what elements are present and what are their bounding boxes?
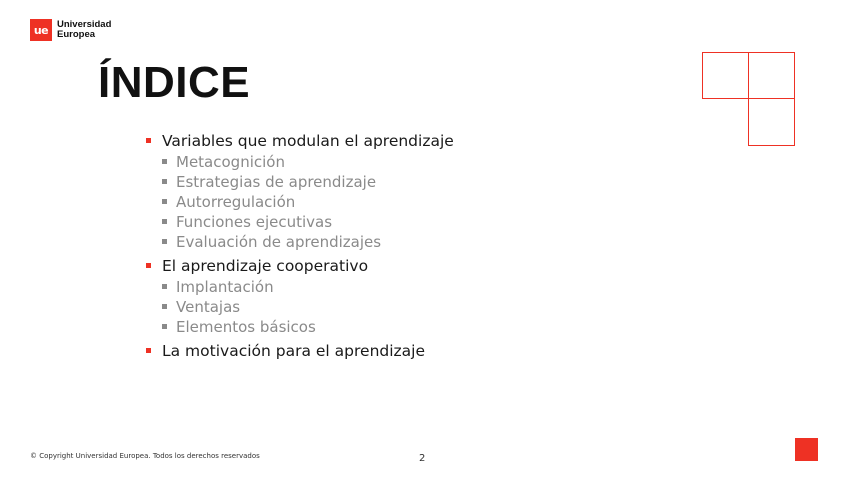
index-list	[146, 130, 666, 362]
list-item	[162, 297, 666, 317]
list-item-label: Implantación	[176, 278, 274, 296]
logo-text	[57, 20, 111, 40]
list-item-label: Evaluación de aprendizajes	[176, 233, 382, 251]
subsection-list	[146, 152, 666, 252]
page-number: 2	[419, 453, 426, 464]
gray-bullet-icon	[162, 159, 167, 164]
list-item	[162, 232, 666, 252]
index-section	[146, 340, 666, 362]
list-item	[162, 152, 666, 172]
list-item-label: Autorregulación	[176, 193, 296, 211]
gray-bullet-icon	[162, 284, 167, 289]
gray-bullet-icon	[162, 199, 167, 204]
section-label: La motivación para el aprendizaje	[162, 342, 426, 360]
gray-bullet-icon	[162, 324, 167, 329]
index-section	[146, 255, 666, 277]
list-item	[162, 277, 666, 297]
copyright-notice: © Copyright Universidad Europea. Todos los derechos reservados	[30, 452, 260, 460]
list-item	[162, 192, 666, 212]
gray-bullet-icon	[162, 304, 167, 309]
index-section	[146, 130, 666, 152]
list-item-label: Ventajas	[176, 298, 241, 316]
page-title: ÍNDICE	[98, 58, 251, 107]
university-logo	[30, 19, 111, 41]
list-item	[162, 317, 666, 337]
grid-squares-decoration-icon	[702, 52, 796, 147]
section-label: Variables que modulan el aprendizaje	[162, 132, 454, 150]
red-bullet-icon	[146, 138, 151, 143]
red-bullet-icon	[146, 263, 151, 268]
list-item	[162, 212, 666, 232]
red-bullet-icon	[146, 348, 151, 353]
list-item-label: Funciones ejecutivas	[176, 213, 333, 231]
corner-square-decoration-icon	[795, 438, 818, 461]
list-item-label: Estrategias de aprendizaje	[176, 173, 377, 191]
subsection-list	[146, 277, 666, 337]
list-item-label: Elementos básicos	[176, 318, 316, 336]
list-item	[162, 172, 666, 192]
logo-mark-icon: ue	[30, 19, 52, 41]
gray-bullet-icon	[162, 219, 167, 224]
logo-line-1: Universidad	[57, 19, 112, 30]
logo-line-2: Europea	[57, 29, 96, 40]
list-item-label: Metacognición	[176, 153, 285, 171]
gray-bullet-icon	[162, 179, 167, 184]
section-label: El aprendizaje cooperativo	[162, 257, 369, 275]
gray-bullet-icon	[162, 239, 167, 244]
